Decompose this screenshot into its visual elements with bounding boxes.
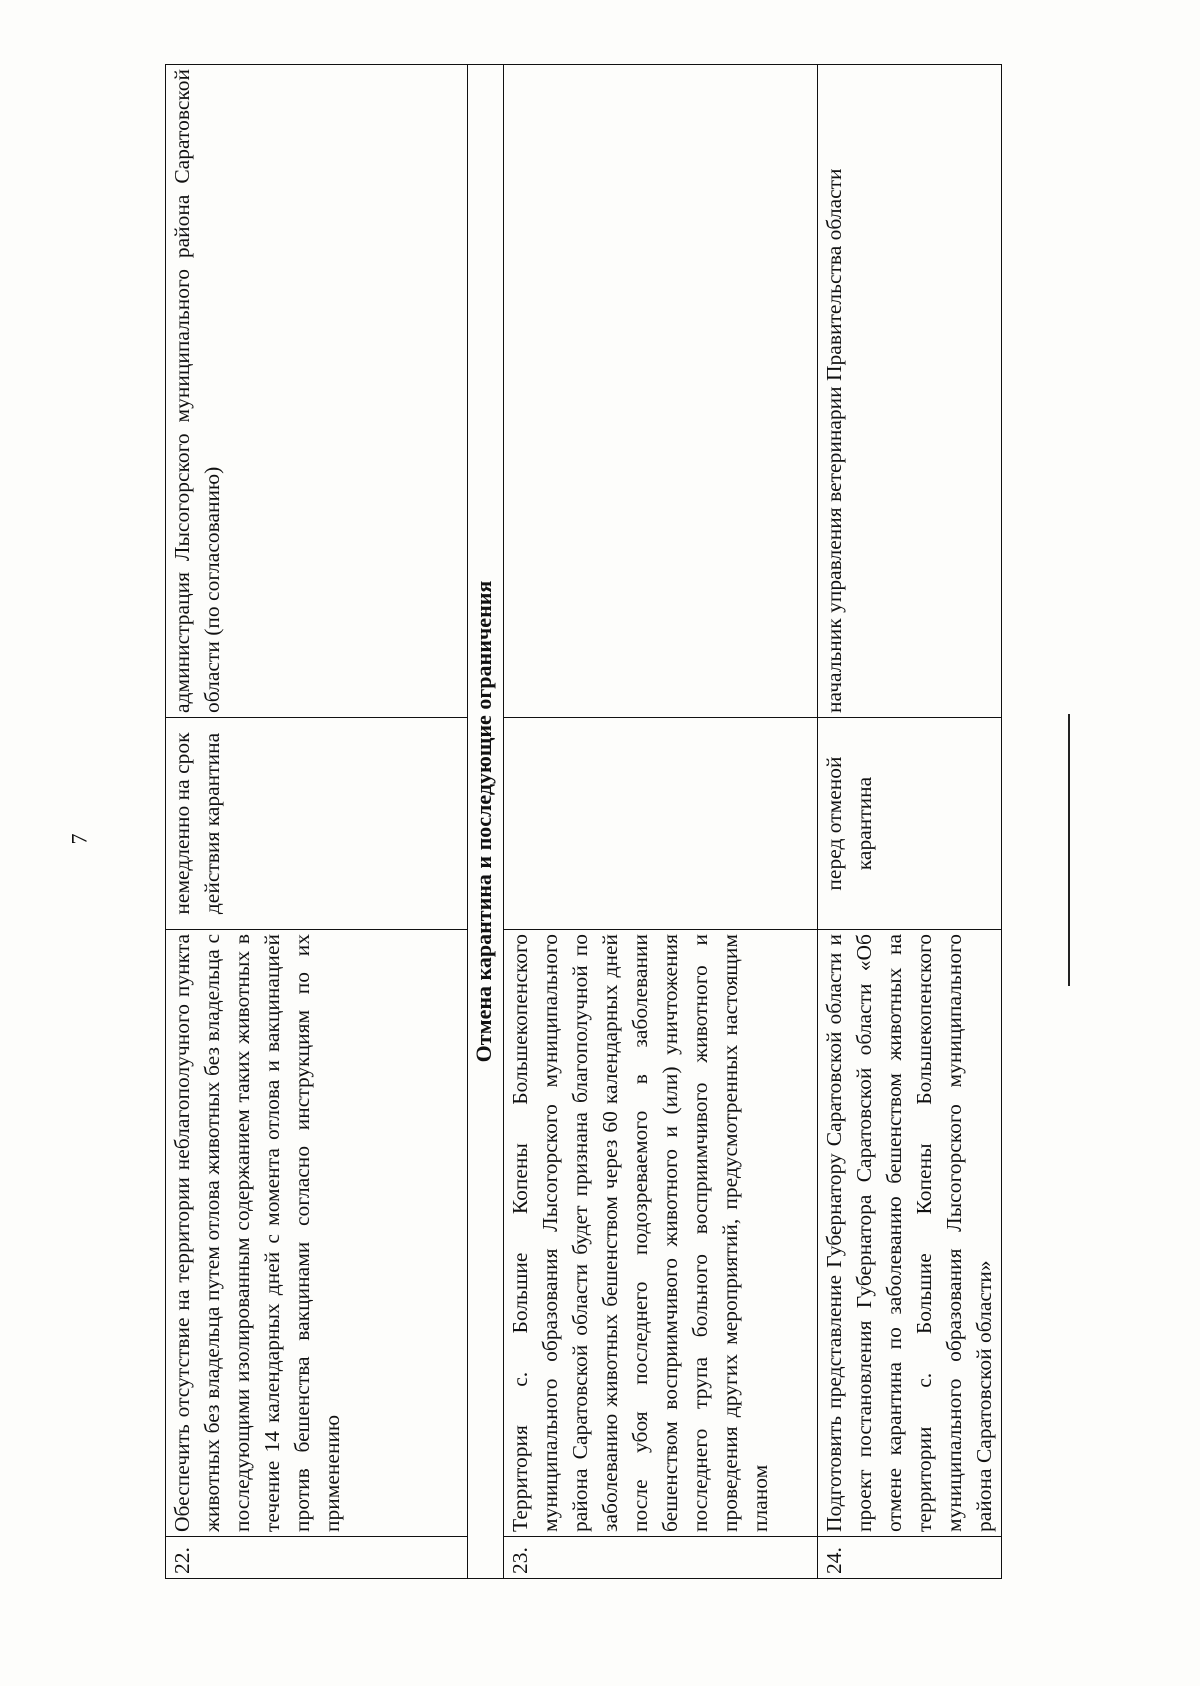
row-number: 24. (818, 1537, 1002, 1579)
measure-responsible (504, 65, 818, 718)
closing-rule (1068, 714, 1070, 986)
measure-term (504, 718, 818, 930)
table-row (504, 65, 818, 1579)
row-number: 22. (166, 1537, 468, 1579)
measure-term: немедленно на срок действия карантина (166, 718, 468, 930)
section-heading: Отмена карантина и последующие ограничения (468, 65, 504, 1579)
measures-table (165, 64, 1002, 1579)
measure-text: Обеспечить отсутствие на территории неблагополучного пункта животных без владельца путем отлова животных без владельца с последующими изолированным содержанием таких животных в течение 14 календарных дней с момента отлова и вакцинацией против бешенства вакцинами согласно инструкциям по их применению (166, 930, 468, 1537)
measures-table-rotated (165, 65, 996, 1579)
row-number: 23. (504, 1537, 818, 1579)
measure-responsible: администрация Лысогорского муниципального района Саратовской области (по согласованию) (166, 65, 468, 718)
measure-term: перед отменой карантина (818, 718, 1002, 930)
section-row (468, 65, 504, 1579)
measure-text: Подготовить представление Губернатору Саратовской области и проект постановления Губернатора Саратовской области «Об отмене карантина по заболеванию бешенством животных на территории с. Большие Копены Большекопенского муниципального образования Лысогорского муниципального района Саратовской области» (818, 930, 1002, 1537)
measure-responsible: начальник управления ветеринарии Правительства области (818, 65, 1002, 718)
table-row (166, 65, 468, 1579)
measure-text: Территория с. Большие Копены Большекопенского муниципального образования Лысогорского муниципального района Саратовской области будет признана благополучной по заболеванию животных бешенством через 60 календарных дней после убоя последнего подозреваемого в заболевании бешенством восприимчивого животного и (или) уничтожения последнего трупа больного восприимчивого животного и проведения других мероприятий, предусмотренных настоящим планом (504, 930, 818, 1537)
table-row (818, 65, 1002, 1579)
page-number: 7 (66, 833, 92, 845)
